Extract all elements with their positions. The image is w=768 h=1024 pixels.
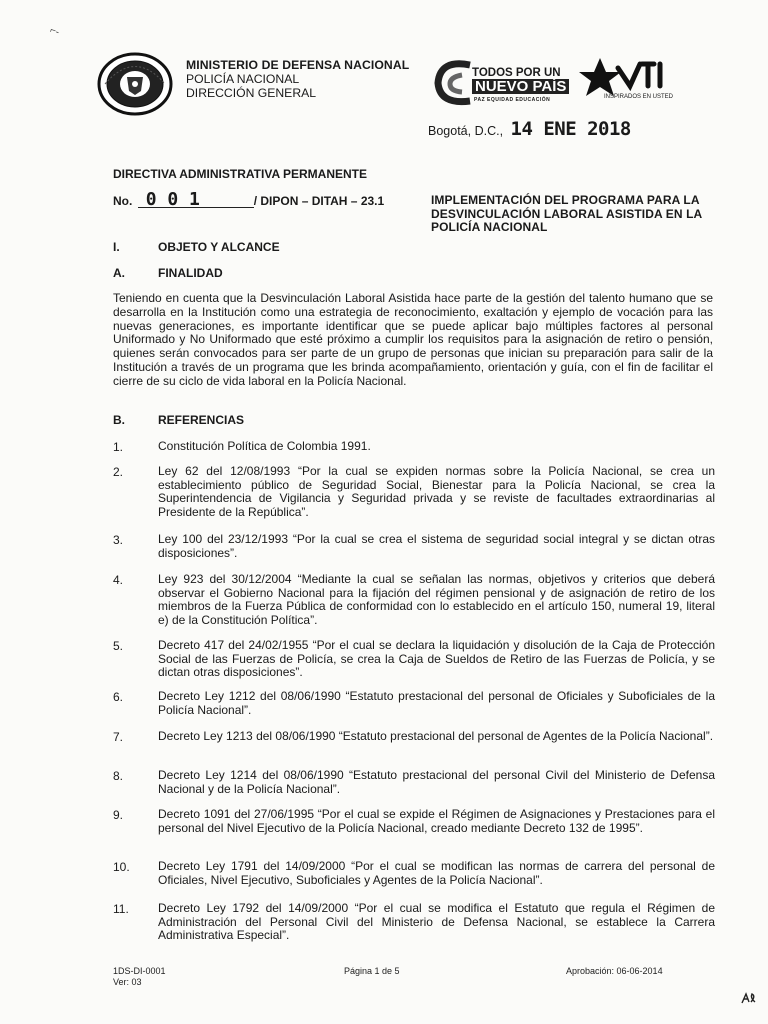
reference-item [113,769,715,796]
scan-mark: ⌐‑ [48,24,61,39]
reference-text: Ley 100 del 23/12/1993 “Por la cual se crea el sistema de seguridad social integral y se dictan otras disposiciones”. [158,532,715,560]
inspirados-en-usted-logo [578,56,690,106]
reference-text: Decreto Ley 1792 del 14/09/2000 “Por el cual se modifica el Estatuto que regula el Régimen de Administración del Personal Civil del Ministerio de Defensa Nacional, se establece la Carrera Administrativa Especial”. [158,901,715,943]
police-name: POLICÍA NACIONAL [186,72,300,86]
date-prefix: Bogotá, D.C., [428,124,504,138]
footer-code: 1DS-DI-0001 [113,966,166,976]
reference-number: 1. [113,440,124,454]
logo1-line2: NUEVO PAÍS [472,79,569,94]
document-number: 0 0 1 [138,193,254,208]
section-title: OBJETO Y ALCANCE [158,240,280,254]
logo2-tagline: INSPIRADOS EN USTED [604,94,674,100]
reference-number: 10. [113,860,130,874]
reference-number: 9. [113,808,124,822]
swoosh-icon [432,57,474,109]
document-subject: IMPLEMENTACIÓN DEL PROGRAMA PARA LA DESVINCULACIÓN LABORAL ASISTIDA EN LA POLICÍA NACIONAL [431,193,702,234]
reference-item [113,533,715,560]
finalidad-paragraph: Teniendo en cuenta que la Desvinculación Laboral Asistida hace parte de la gestión del talento humano que se desarrolla en la Institución como una estrategia de reconocimiento, exaltación y ejemplo de vocación para las nuevas generaciones, es importante identificar que se puede aplicar bajo múltiples factores al personal Uniformado y No Uniformado que esté próximo a cumplir los requisitos para la asignación de retiro o pensión, quienes serán convocados para ser parte de un grupo de personas que inician su preparación para salir de la Institución a través de un programa que les brinda acompañamiento, orientación y guía, con el fin de facilitar el cierre de su ciclo de vida laboral en la Policía Nacional. [113,291,713,388]
date-stamp: 14 ENE 2018 [510,118,631,140]
police-seal-icon [97,51,177,116]
reference-text: Ley 923 del 30/12/2004 “Mediante la cual se señalan las normas, objetivos y criterios que deberá observar el Gobierno Nacional para la fijación del régimen pensional y de asignación de retiro de los miembros de la Fuerza Pública de conformidad con lo establecido en el artículo 150, numeral 19, literal e) de la Constitución Política”. [158,572,715,627]
number-prefix: No. [113,194,133,208]
logo1-tagline: PAZ EQUIDAD EDUCACIÓN [474,97,551,103]
reference-text: Decreto Ley 1214 del 08/06/1990 “Estatuto prestacional del personal Civil del Ministerio de Defensa Nacional y de la Policía Nacional”. [158,768,715,796]
reference-number: 6. [113,690,124,704]
footer-page: Página 1 de 5 [344,966,400,976]
reference-item [113,639,715,680]
number-suffix: / DIPON – DITAH – 23.1 [253,194,385,208]
reference-item [113,690,715,717]
reference-text: Decreto 1091 del 27/06/1995 “Por el cual se expide el Régimen de Asignaciones y Prestaciones para el personal del Nivel Ejecutivo de la Policía Nacional, creado mediante Decreto 132 de 1995”. [158,807,715,835]
document-number-line [113,189,385,210]
section-number: A. [113,266,125,280]
reference-number: 11. [113,902,129,916]
footer-approval: Aprobación: 06-06-2014 [566,966,663,976]
reference-number: 2. [113,465,124,479]
document-type-title: DIRECTIVA ADMINISTRATIVA PERMANENTE [113,167,367,181]
reference-item [113,860,715,887]
reference-text: Decreto 417 del 24/02/1955 “Por el cual se declara la liquidación y disolución de la Caja de Protección Social de las Fuerzas de Policía, se crea la Caja de Sueldos de Retiro de las Fuerzas de Policía, y se dictan otras disposiciones”. [158,638,715,680]
footer-version: Ver: 03 [113,977,142,987]
reference-text: Decreto Ley 1791 del 14/09/2000 “Por el cual se modifican las normas de carrera del personal de Oficiales, Nivel Ejecutivo, Suboficiales y Agentes de la Policía Nacional”. [158,859,715,887]
reference-text: Ley 62 del 12/08/1993 “Por la cual se expiden normas sobre la Policía Nacional, se crea un establecimiento público de Seguridad Social, Bienestar para la Policía Nacional, se crea la Superintendencia de Vigilancia y Seguridad privada y se reviste de facultades extraordinarias al Presidente de la República”. [158,464,715,519]
reference-item [113,808,715,835]
reference-text: Decreto Ley 1213 del 08/06/1990 “Estatuto prestacional del personal de Agentes de la Policía Nacional”. [158,729,714,743]
reference-number: 3. [113,533,124,547]
reference-item [113,573,715,627]
reference-item [113,730,715,744]
section-number: B. [113,413,125,427]
handwritten-initials-icon [740,990,758,1006]
reference-number: 8. [113,769,124,783]
reference-item [113,465,715,519]
todos-por-un-nuevo-pais-logo [432,57,572,109]
reference-number: 4. [113,573,124,587]
reference-item [113,902,715,943]
reference-text: Decreto Ley 1212 del 08/06/1990 “Estatuto prestacional del personal de Oficiales y Suboficiales de la Policía Nacional”. [158,689,715,717]
logo1-line1: TODOS POR UN [472,67,561,79]
section-title: REFERENCIAS [158,413,245,427]
section-title: FINALIDAD [158,266,223,280]
reference-number: 5. [113,639,124,653]
reference-item [113,440,715,454]
date-line [428,118,631,140]
ministry-block [186,58,409,100]
reference-text: Constitución Política de Colombia 1991. [158,439,371,453]
direction-name: DIRECCIÓN GENERAL [186,86,317,100]
section-number: I. [113,240,120,254]
reference-number: 7. [113,730,124,744]
ministry-name: MINISTERIO DE DEFENSA NACIONAL [186,58,410,72]
